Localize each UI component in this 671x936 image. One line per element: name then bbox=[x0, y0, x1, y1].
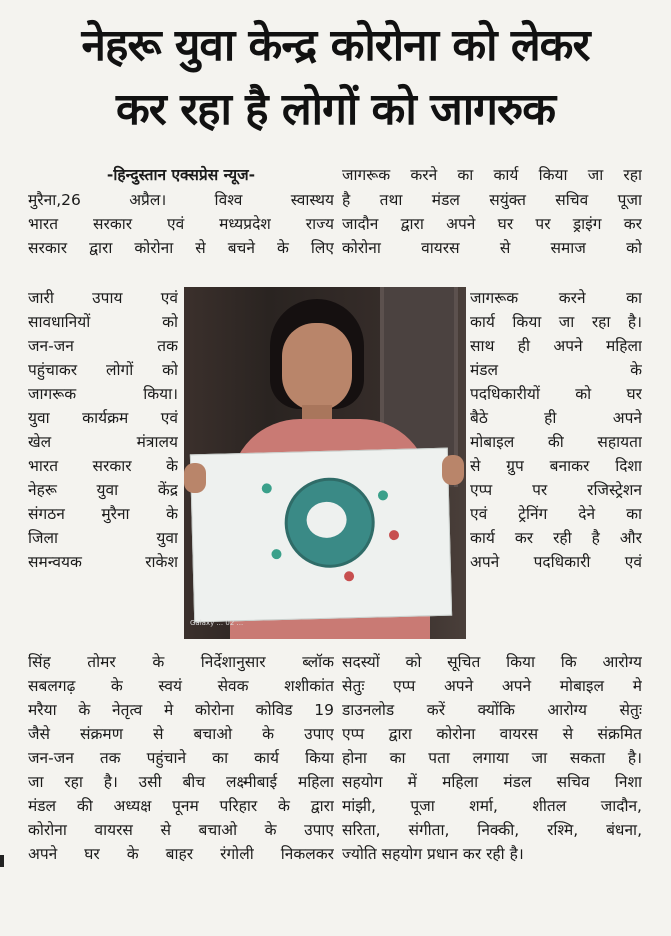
left-bottom-line: जा रहा है। उसी बीच लक्ष्मीबाई महिला bbox=[28, 773, 334, 791]
photo-hand-right bbox=[442, 455, 464, 485]
right-bottom-line: सहयोग में महिला मंडल सचिव निशा bbox=[342, 773, 642, 791]
right-narrow-line: कार्य किया जा रहा है। bbox=[470, 313, 642, 331]
right-narrow-line: कार्य कर रही है और bbox=[470, 529, 642, 547]
right-bottom-line: एप्प द्वारा कोरोना वायरस से संक्रमित bbox=[342, 725, 642, 743]
poster-virus-dot bbox=[344, 571, 354, 581]
left-narrow-line: जिला युवा bbox=[28, 529, 178, 547]
right-narrow-line: साथ ही अपने महिला bbox=[470, 337, 642, 355]
left-bottom-line: मरैया के नेतृत्व मे कोरोना कोविड 19 bbox=[28, 701, 334, 719]
right-bottom-line: होना का पता लगाया जा सकता है। bbox=[342, 749, 642, 767]
photo-person-face bbox=[282, 323, 352, 411]
byline: -हिन्दुस्तान एक्सप्रेस न्यूज- bbox=[106, 166, 256, 184]
right-bottom-line: सदस्यों को सूचित किया कि आरोग्य bbox=[342, 653, 642, 671]
right-top-line: कोरोना वायरस से समाज को bbox=[342, 239, 642, 257]
right-bottom-line: मांझी, पूजा शर्मा, शीतल जादौन, bbox=[342, 797, 642, 815]
right-narrow-line: जागरूक करने का bbox=[470, 289, 642, 307]
left-narrow-line: खेल मंत्रालय bbox=[28, 433, 178, 451]
left-narrow-line: भारत सरकार के bbox=[28, 457, 178, 475]
right-bottom-line: ज्योति सहयोग प्रधान कर रही है। bbox=[342, 845, 524, 863]
right-bottom-line: सरिता, संगीता, निक्की, रश्मि, बंधना, bbox=[342, 821, 642, 839]
page-edge-mark bbox=[0, 855, 4, 867]
left-narrow-line: जागरूक किया। bbox=[28, 385, 178, 403]
poster-virus-dot bbox=[389, 530, 399, 540]
left-top-line: मुरैना,26 अप्रैल। विश्व स्वास्थय bbox=[28, 191, 334, 209]
headline bbox=[14, 14, 657, 142]
left-narrow-line: जन-जन तक bbox=[28, 337, 178, 355]
left-top-line: भारत सरकार एवं मध्यप्रदेश राज्य bbox=[28, 215, 334, 233]
right-narrow-line: पदधिकारीयों को घर bbox=[470, 385, 642, 403]
left-narrow-line: युवा कार्यक्रम एवं bbox=[28, 409, 178, 427]
poster-virus-dot bbox=[262, 483, 272, 493]
left-bottom-line: सिंह तोमर के निर्देशानुसार ब्लॉक bbox=[28, 653, 334, 671]
left-bottom-line: अपने घर के बाहर रंगोली निकलकर bbox=[28, 845, 334, 863]
news-photo bbox=[184, 287, 466, 639]
right-bottom-line: सेतुः एप्प अपने अपने मोबाइल मे bbox=[342, 677, 642, 695]
left-narrow-line: संगठन मुरैना के bbox=[28, 505, 178, 523]
right-top-line: जागरूक करने का कार्य किया जा रहा bbox=[342, 166, 642, 184]
right-narrow-line: मंडल के bbox=[470, 361, 642, 379]
headline-line-2: कर रहा है लोगों को जागरुक bbox=[115, 84, 555, 135]
left-bottom-line: मंडल की अध्यक्ष पूनम परिहार के द्वारा bbox=[28, 797, 334, 815]
left-narrow-line: समन्वयक राकेश bbox=[28, 553, 178, 571]
left-bottom-line: कोरोना वायरस से बचाओ के उपाए bbox=[28, 821, 334, 839]
left-narrow-line: सावधानियों को bbox=[28, 313, 178, 331]
left-narrow-line: पहुंचाकर लोगों को bbox=[28, 361, 178, 379]
right-narrow-line: मोबाइल की सहायता bbox=[470, 433, 642, 451]
photo-watermark: Galaxy ... 02 ... bbox=[190, 619, 244, 627]
right-narrow-line: एप्प पर रजिस्ट्रेशन bbox=[470, 481, 642, 499]
left-bottom-line: जन-जन तक पहुंचाने का कार्य किया bbox=[28, 749, 334, 767]
right-narrow-line: अपने पदधिकारी एवं bbox=[470, 553, 642, 571]
left-narrow-line: नेहरू युवा केंद्र bbox=[28, 481, 178, 499]
photo-drawing-poster bbox=[190, 448, 452, 623]
left-bottom-line: सबलगढ़ के स्वयं सेवक शशीकांत bbox=[28, 677, 334, 695]
poster-virus-dot bbox=[378, 490, 388, 500]
right-top-line: जादौन द्वारा अपने घर पर ड्राइंग कर bbox=[342, 215, 642, 233]
left-top-line: सरकार द्वारा कोरोना से बचने के लिए bbox=[28, 239, 334, 257]
right-narrow-line: एवं ट्रेनिंग देने का bbox=[470, 505, 642, 523]
poster-virus-dot bbox=[271, 549, 281, 559]
photo-hand-left bbox=[184, 463, 206, 493]
right-narrow-line: बैठे ही अपने bbox=[470, 409, 642, 427]
left-bottom-line: जैसे संक्रमण से बचाओ के उपाए bbox=[28, 725, 334, 743]
headline-line-1: नेहरू युवा केन्द्र कोरोना को लेकर bbox=[81, 20, 590, 71]
left-narrow-line: जारी उपाय एवं bbox=[28, 289, 178, 307]
right-narrow-line: से ग्रुप बनाकर दिशा bbox=[470, 457, 642, 475]
right-bottom-line: डाउनलोड करें क्योंकि आरोग्य सेतुः bbox=[342, 701, 642, 719]
right-top-line: है तथा मंडल सयुंक्त सचिव पूजा bbox=[342, 191, 642, 209]
